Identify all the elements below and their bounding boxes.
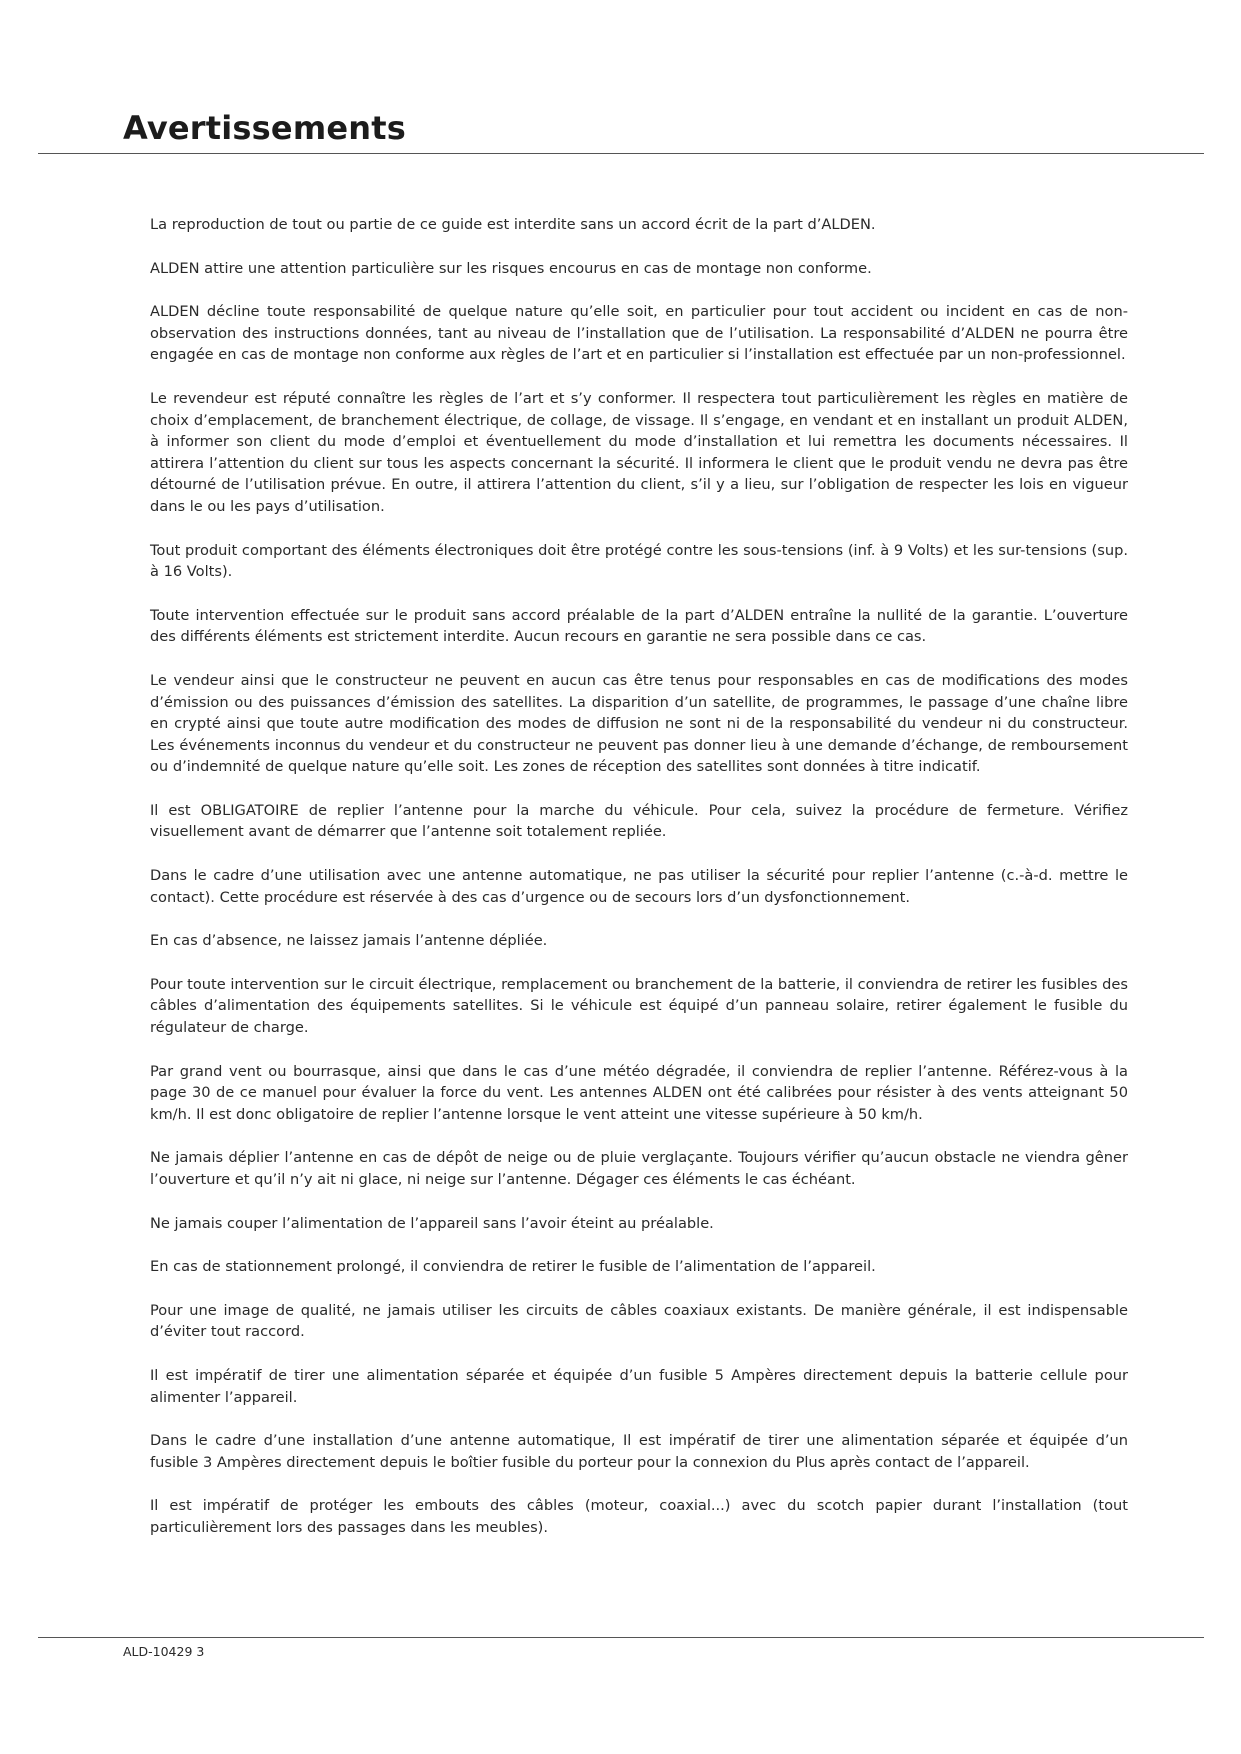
paragraph-fold-antenna-driving: Il est OBLIGATOIRE de replier l’antenne pour la marche du véhicule. Pour cela, suivez la procédure de fermeture. Vérifiez visuellement avant de démarrer que l’antenne soit totalement repliée. [150,801,1128,841]
page-title: Avertissements [123,109,407,147]
footer-reference: ALD-10429 3 [123,1644,205,1659]
paragraph-coaxial-cables: Pour une image de qualité, ne jamais utiliser les circuits de câbles coaxiaux existants. De manière générale, il est indispensable d’éviter tout raccord. [150,1301,1128,1341]
paragraph-satellite-changes: Le vendeur ainsi que le constructeur ne peuvent en aucun cas être tenus pour responsables en cas de modifications des modes d’émission ou des puissances d’émission des satellites. La disparition d’un satellite, de programmes, le passage d’une chaîne libre en crypté ainsi que toute autre modification des modes de diffusion ne sont ni de la responsabilité du vendeur ni du constructeur. Les événements inconnus du vendeur et du constructeur ne peuvent pas donner lieu à une demande d’échange, de remboursement ou d’indemnité de quelque nature qu’elle soit. Les zones de réception des satellites sont données à titre indicatif. [150,671,1128,776]
paragraph-copyright: La reproduction de tout ou partie de ce guide est interdite sans un accord écrit de la part d’ALDEN. [150,216,876,233]
paragraph-absence: En cas d’absence, ne laissez jamais l’antenne dépliée. [150,932,548,950]
paragraph-separate-supply-3a: Dans le cadre d’une installation d’une antenne automatique, Il est impératif de tirer une alimentation séparée et équipée d’un fusible 3 Ampères directement depuis le boîtier fusible du porteur pour la connexion du Plus après contact de l’appareil. [150,1432,1128,1471]
paragraph-cable-protection: Il est impératif de protéger les embouts des câbles (moteur, coaxial...) avec du scotch papier durant l’installation (tout particulièrement lors des passages dans les meubles). [150,1497,1128,1536]
paragraph-risk-notice: ALDEN attire une attention particulière sur les risques encourus en cas de montage non conforme. [150,259,872,277]
title-divider [38,153,1204,154]
footer-divider [38,1637,1204,1638]
paragraph-electrical-intervention: Pour toute intervention sur le circuit électrique, remplacement ou branchement de la batterie, il conviendra de retirer les fusibles des câbles d’alimentation des équipements satellites. Si le véhicule est équipé d’un panneau solaire, retirer également le fusible du régulateur de charge. [150,975,1128,1037]
paragraph-voltage-protection: Tout produit comportant des éléments électroniques doit être protégé contre les sous-tensions (inf. à 9 Volts) et les sur-tensions (sup. à 16 Volts). [150,541,1128,581]
warnings-body [150,214,1128,1561]
paragraph-wind: Par grand vent ou bourrasque, ainsi que dans le cas d’une météo dégradée, il conviendra de replier l’antenne. Référez-vous à la page 30 de ce manuel pour évaluer la force du vent. Les antennes ALDEN ont été calibrées pour résister à des vents atteignant 50 km/h. Il est donc obligatoire de replier l’antenne lorsque le vent atteint une vitesse supérieure à 50 km/h. [150,1062,1128,1123]
paragraph-liability: ALDEN décline toute responsabilité de quelque nature qu’elle soit, en particulier pour tout accident ou incident en cas de non-observation des instructions données, tant au niveau de l’installation que de l’utilisation. La responsabilité d’ALDEN ne pourra être engagée en cas de montage non conforme aux règles de l’art et en particulier si l’installation est effectuée par un non-professionnel. [150,303,1128,364]
paragraph-long-parking: En cas de stationnement prolongé, il conviendra de retirer le fusible de l’alimentation de l’appareil. [150,1258,876,1276]
paragraph-warranty-void: Toute intervention effectuée sur le produit sans accord préalable de la part d’ALDEN entraîne la nullité de la garantie. L’ouverture des différents éléments est strictement interdite. Aucun recours en garantie ne sera possible dans ce cas. [150,606,1128,646]
paragraph-snow-ice: Ne jamais déplier l’antenne en cas de dépôt de neige ou de pluie verglaçante. Toujours vérifier qu’aucun obstacle ne viendra gêner l’ouverture et qu’il n’y ait ni glace, ni neige sur l’antenne. Dégager ces éléments le cas échéant. [150,1149,1128,1188]
paragraph-reseller-duties: Le revendeur est réputé connaître les règles de l’art et s’y conformer. Il respectera tout particulièrement les règles en matière de choix d’emplacement, de branchement électrique, de collage, de vissage. Il s’engage, en vendant et en installant un produit ALDEN, à informer son client du mode d’emploi et éventuellement du mode d’installation et lui remettra les documents nécessaires. Il attirera l’attention du client sur tous les aspects concernant la sécurité. Il informera le client que le produit vendu ne devra pas être détourné de l’utilisation prévue. En outre, il attirera l’attention du client, s’il y a lieu, sur l’obligation de respecter les lois en vigueur dans le ou les pays d’utilisation. [150,389,1128,515]
paragraph-separate-supply-5a: Il est impératif de tirer une alimentation séparée et équipée d’un fusible 5 Ampères directement depuis la batterie cellule pour alimenter l’appareil. [150,1366,1128,1406]
paragraph-power-off: Ne jamais couper l’alimentation de l’appareil sans l’avoir éteint au préalable. [150,1214,714,1232]
paragraph-automatic-antenna-safety: Dans le cadre d’une utilisation avec une antenne automatique, ne pas utiliser la sécurité pour replier l’antenne (c.-à-d. mettre le contact). Cette procédure est réservée à des cas d’urgence ou de secours lors d’un dysfonctionnement. [150,867,1128,906]
